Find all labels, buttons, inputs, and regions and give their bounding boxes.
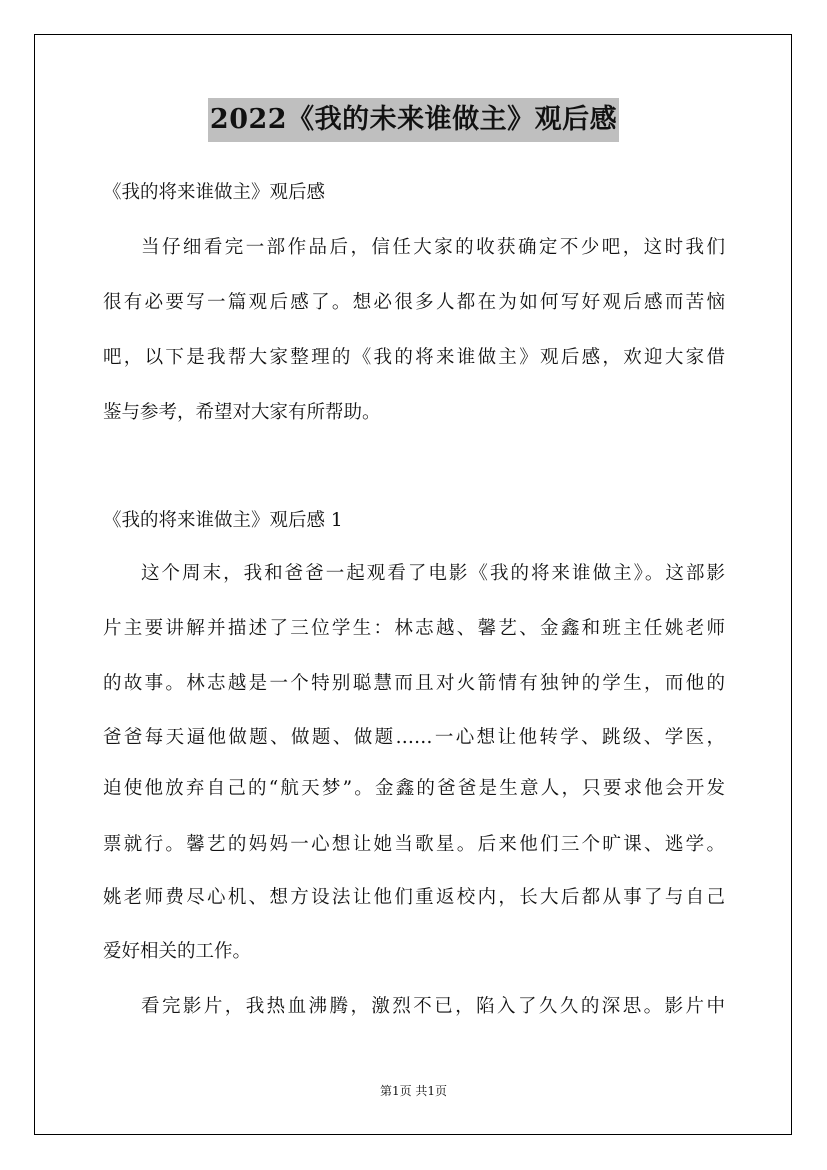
- body-line-5: 迫使他放弃自己的“航天梦”。金鑫的爸爸是生意人，只要求他会开发: [103, 778, 725, 799]
- page-number: 第1页 共1页: [379, 1084, 448, 1098]
- section-heading: 《我的将来谁做主》观后感 1: [103, 510, 343, 531]
- body-line-9: 看完影片，我热血沸腾，激烈不已，陷入了久久的深思。影片中: [141, 996, 725, 1017]
- body-line-4: 爸爸每天逼他做题、做题、做题……一心想让他转学、跳级、学医，: [103, 727, 725, 748]
- body-line-3: 的故事。林志越是一个特别聪慧而且对火箭情有独钟的学生，而他的: [103, 673, 725, 694]
- document-subtitle: 《我的将来谁做主》观后感: [103, 182, 326, 203]
- body-line-8: 爱好相关的工作。: [103, 941, 252, 962]
- intro-line-1: 当仔细看完一部作品后，信任大家的收获确定不少吧，这时我们: [141, 237, 725, 258]
- body-line-2: 片主要讲解并描述了三位学生：林志越、馨艺、金鑫和班主任姚老师: [103, 618, 725, 639]
- body-line-7: 姚老师费尽心机、想方设法让他们重返校内，长大后都从事了与自己: [103, 887, 725, 908]
- intro-line-2: 很有必要写一篇观后感了。想必很多人都在为如何写好观后感而苦恼: [103, 292, 725, 313]
- intro-line-3: 吧，以下是我帮大家整理的《我的将来谁做主》观后感，欢迎大家借: [103, 347, 725, 368]
- title-container: [0, 98, 827, 142]
- document-title: 2022《我的未来谁做主》观后感: [208, 98, 619, 142]
- intro-line-4: 鉴与参考，希望对大家有所帮助。: [103, 402, 381, 423]
- body-line-1: 这个周末，我和爸爸一起观看了电影《我的将来谁做主》。这部影: [141, 563, 725, 584]
- body-line-6: 票就行。馨艺的妈妈一心想让她当歌星。后来他们三个旷课、逃学。: [103, 834, 725, 855]
